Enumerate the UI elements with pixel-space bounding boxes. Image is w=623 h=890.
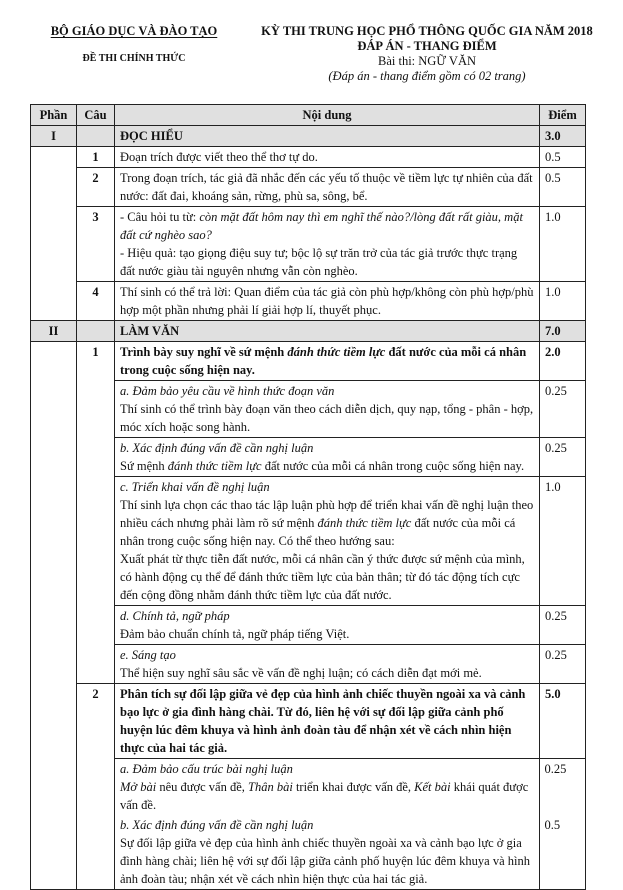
header-cau: Câu — [77, 105, 115, 126]
exam-title: KỲ THI TRUNG HỌC PHỔ THÔNG QUỐC GIA NĂM 2018 — [261, 24, 593, 38]
criterion-head: b. Xác định đúng vấn đề cần nghị luận — [120, 441, 314, 455]
answer-text — [115, 207, 540, 282]
criterion-text: Sứ mệnh đánh thức tiềm lực đất nước của mỗi cá nhân trong cuộc sống hiện nay. — [120, 459, 525, 473]
criterion-c — [115, 477, 540, 606]
table-row — [31, 282, 586, 321]
score: 1.0 — [540, 477, 586, 606]
question-number: 1 — [77, 342, 115, 684]
part1-score: 3.0 — [540, 126, 586, 147]
question-number: 2 — [77, 684, 115, 890]
page-note: (Đáp án - thang điểm gồm có 02 trang) — [328, 69, 526, 83]
criterion-head: a. Đảm bảo cấu trúc bài nghị luận — [120, 762, 293, 776]
answer-key-title: ĐÁP ÁN - THANG ĐIỂM — [357, 39, 497, 53]
score: 0.25 — [540, 438, 586, 477]
criterion-text: Thí sinh lựa chọn các thao tác lập luận phù hợp để triển khai vấn đề nghị luận theo nhiều cách nhưng phải làm rõ sứ mệnh đánh thức tiềm lực đất nước của mỗi cá nhân trong cuộc sống hiện nay. Có thể theo hướng sau: — [120, 498, 534, 548]
score: 0.5 — [540, 168, 586, 207]
table-row — [31, 207, 586, 282]
answer-text: Đoạn trích được viết theo thể thơ tự do. — [115, 147, 540, 168]
table-row — [31, 606, 586, 645]
part2-score: 7.0 — [540, 321, 586, 342]
score: 2.0 — [540, 342, 586, 381]
score: 1.0 — [540, 282, 586, 321]
criterion-text: Mở bài nêu được vấn đề, Thân bài triển khai được vấn đề, Kết bài khái quát được vấn đề. — [120, 780, 529, 812]
answer-prefix: - Câu hỏi tu từ: — [120, 210, 200, 224]
part1-title: ĐỌC HIỂU — [115, 126, 540, 147]
criterion-e — [115, 645, 540, 684]
criterion-head: d. Chính tả, ngữ pháp — [120, 609, 230, 623]
header-noi-dung: Nội dung — [115, 105, 540, 126]
criterion-head: e. Sáng tạo — [120, 648, 176, 662]
table-row — [31, 684, 586, 759]
table-header-row — [31, 105, 586, 126]
official-label: ĐỀ THI CHÍNH THỨC — [82, 53, 186, 64]
table-row — [31, 645, 586, 684]
score: 0.5 — [540, 147, 586, 168]
part1-row — [31, 126, 586, 147]
question-number: 4 — [77, 282, 115, 321]
table-row — [31, 477, 586, 606]
question-number: 1 — [77, 147, 115, 168]
score: 5.0 — [540, 684, 586, 759]
part2-label: II — [31, 321, 77, 342]
part2-title: LÀM VĂN — [115, 321, 540, 342]
answer-effect: - Hiệu quả: tạo giọng điệu suy tư; bộc lộ sự trăn trở của tác giả trước thực trạng đất nước giàu tài nguyên nhưng vẫn còn nghèo. — [120, 246, 518, 278]
table-row — [31, 342, 586, 381]
header-right — [232, 24, 622, 84]
answer-table — [30, 104, 586, 890]
answer-text: Thí sinh có thể trả lời: Quan điểm của tác giả còn phù hợp/không còn phù hợp/phù hợp một phần nhưng phải lí giải hợp lí, thuyết phục. — [115, 282, 540, 321]
ministry-name: BỘ GIÁO DỤC VÀ ĐÀO TẠO — [50, 24, 218, 38]
question-number: 2 — [77, 168, 115, 207]
table-row — [31, 438, 586, 477]
criterion-text: Xuất phát từ thực tiễn đất nước, mỗi cá nhân cần ý thức được sứ mệnh của mình, có hành động cụ thể để đánh thức tiềm lực của bản thân; từ đó tác động tích cực đến cộng đồng nhằm đánh thức tiềm lực của đất nước. — [120, 552, 525, 602]
criterion-head: a. Đảm bảo yêu cầu về hình thức đoạn văn — [120, 384, 335, 398]
criterion-text: Thể hiện suy nghĩ sâu sắc về vấn đề nghị luận; có cách diễn đạt mới mẻ. — [120, 666, 482, 680]
part1-label: I — [31, 126, 77, 147]
criterion-head: b. Xác định đúng vấn đề cần nghị luận — [120, 818, 314, 832]
score: 0.5 — [539, 815, 585, 889]
question-title: Phân tích sự đối lập giữa vẻ đẹp của hình ảnh chiếc thuyền ngoài xa và cảnh bạo lực ở gia đình hàng chài. Từ đó, liên hệ với sự đối lập giữa cảnh phố huyện lúc đêm khuya và hình ảnh đoàn tàu để nhận xét về cách nhìn hiện thực của hai tác giả. — [115, 684, 540, 759]
header-diem: Điểm — [540, 105, 586, 126]
header-left — [34, 24, 234, 64]
table-row — [31, 147, 586, 168]
quoted-question: còn mặt đất hôm nay thì em nghĩ thế nào?/lòng đất rất giàu, mặt đất cứ nghèo sao? — [120, 210, 523, 242]
score: 0.25 — [540, 645, 586, 684]
criterion-b — [115, 815, 539, 889]
criterion-text: Đảm bảo chuẩn chính tả, ngữ pháp tiếng Việt. — [120, 627, 350, 641]
criterion-b — [115, 438, 540, 477]
table-row — [31, 168, 586, 207]
criterion-a — [115, 759, 539, 815]
criterion-a — [115, 381, 540, 438]
part2-row — [31, 321, 586, 342]
score: 1.0 — [540, 207, 586, 282]
question-title: Trình bày suy nghĩ về sứ mệnh đánh thức tiềm lực đất nước của mỗi cá nhân trong cuộc sống hiện nay. — [115, 342, 540, 381]
table-row — [31, 759, 586, 890]
subject-line: Bài thi: NGỮ VĂN — [377, 54, 476, 68]
score: 0.25 — [540, 606, 586, 645]
criterion-text: Thí sinh có thể trình bày đoạn văn theo cách diễn dịch, quy nạp, tổng - phân - hợp, móc xích hoặc song hành. — [120, 402, 534, 434]
score: 0.25 — [539, 759, 585, 815]
criterion-text: Sự đối lập giữa vẻ đẹp của hình ảnh chiếc thuyền ngoài xa và cảnh bạo lực ở gia đình hàng chài; liên hệ với sự đối lập giữa cảnh phố huyện lúc đêm khuya và hình ảnh đoàn tàu; nhận xét về cách nhìn hiện thực của hai tác giả. — [120, 836, 530, 886]
criterion-head: c. Triển khai vấn đề nghị luận — [120, 480, 270, 494]
table-row — [31, 381, 586, 438]
question-number: 3 — [77, 207, 115, 282]
answer-text: Trong đoạn trích, tác giả đã nhắc đến các yếu tố thuộc về tiềm lực tự nhiên của đất nước: đất đai, khoáng sản, rừng, phù sa, sông, bể. — [115, 168, 540, 207]
score: 0.25 — [540, 381, 586, 438]
criterion-d — [115, 606, 540, 645]
header-phan: Phần — [31, 105, 77, 126]
